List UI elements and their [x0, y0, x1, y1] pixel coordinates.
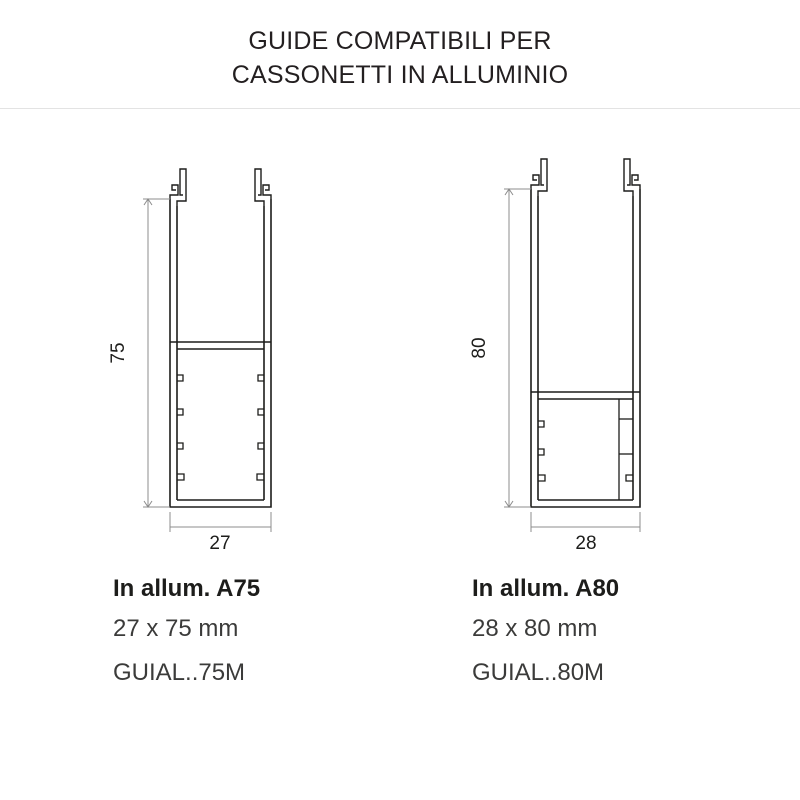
dimension-height-a80 — [504, 189, 531, 507]
dimension-width-a75 — [170, 512, 271, 532]
page-title-line-1: GUIDE COMPATIBILI PER — [248, 27, 552, 55]
page-title-line-2: CASSONETTI IN ALLUMINIO — [231, 61, 569, 89]
dimension-height-label-a75: 75 — [108, 342, 129, 364]
product-name-a80: In allum. A80 — [472, 575, 620, 602]
caption-a75 — [113, 571, 413, 695]
diagram-canvas — [0, 109, 800, 800]
product-size-a80: 28 x 80 mm — [472, 615, 598, 642]
profile-drawings — [0, 109, 800, 800]
dimension-width-label-a80: 28 — [575, 533, 597, 554]
dimension-height-a75 — [143, 199, 170, 507]
dimension-height-label-a80: 80 — [469, 337, 490, 359]
dimension-width-label-a75: 27 — [209, 533, 231, 554]
caption-a80 — [472, 571, 772, 695]
profile-drawing-a80 — [531, 159, 640, 507]
product-code-a80: GUIAL..80M — [472, 659, 605, 686]
product-size-a75: 27 x 75 mm — [113, 615, 239, 642]
dimension-width-a80 — [531, 512, 640, 532]
profile-drawing-a75 — [170, 169, 271, 507]
product-code-a75: GUIAL..75M — [113, 659, 246, 686]
page-header — [0, 0, 800, 108]
product-name-a75: In allum. A75 — [113, 575, 261, 602]
